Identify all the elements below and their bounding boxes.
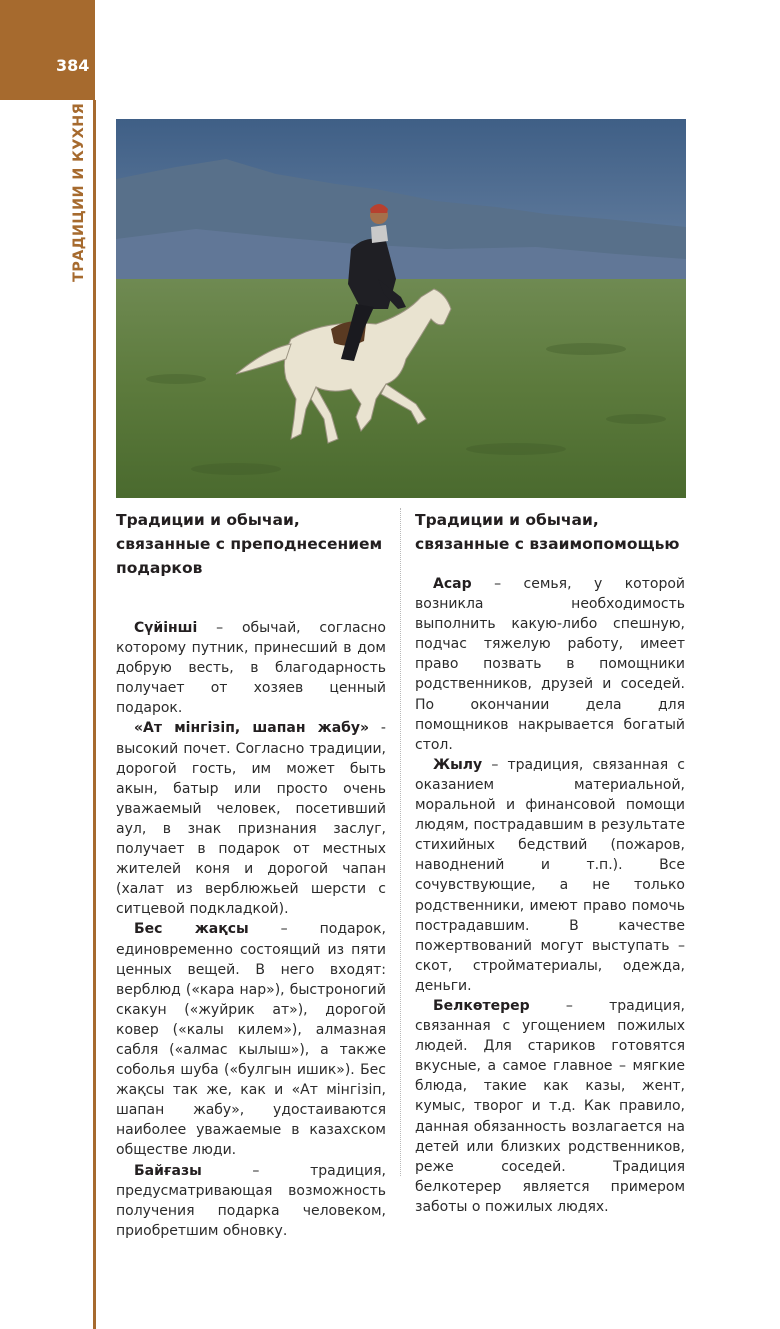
horse-rider-photo bbox=[116, 119, 686, 498]
paragraph-text: – семья, у которой возникла необходимость выполнить какую-либо спешную, подчас тяжелую работу, имеет право позвать в помощники родственников, друзей и соседей. По окончании дела для помощников накрывается богатый стол. bbox=[415, 576, 685, 753]
column-divider bbox=[400, 508, 401, 1176]
paragraph-text: – традиция, связанная с угощением пожилых людей. Для стариков готовятся вкусные, а самое главное – мягкие блюда, такие как казы, жент, кумыс, творог и т.д. Как правило, данная обязанность возлагается на детей или близких родственников, реже соседей. Традиция белкотерер является примером заботы о пожилых людях. bbox=[415, 997, 685, 1215]
right-column bbox=[415, 508, 685, 1217]
paragraph bbox=[116, 1161, 386, 1241]
paragraph bbox=[415, 755, 685, 996]
term: Асар bbox=[433, 576, 472, 592]
paragraph-text: – подарок, единовременно состоящий из пяти ценных вещей. В него входят: верблюд («кара нар»), быстроногий скакун («жуйрик ат»), дорогой ковер («калы килем»), алмазная сабля («алмас кылыш»), а также соболья шуба («булгын ишик»). Бес жақсы так же, как и «Ат мінгізіп, шапан жабу», удостаиваются наиболее уважаемые в казахском обществе люди. bbox=[116, 921, 386, 1159]
left-column bbox=[116, 508, 386, 1241]
section-label: ТРАДИЦИИ И КУХНЯ bbox=[71, 102, 87, 282]
right-column-title: Традиции и обычаи, связанные с взаимопомощью bbox=[415, 511, 680, 553]
paragraph bbox=[116, 618, 386, 718]
term: Сүйінші bbox=[134, 620, 198, 636]
paragraph bbox=[116, 718, 386, 919]
left-column-body bbox=[116, 618, 386, 1241]
right-column-body bbox=[415, 574, 685, 1217]
term: Жылу bbox=[433, 756, 483, 773]
side-rule bbox=[93, 100, 96, 1329]
term: Байғазы bbox=[134, 1162, 202, 1179]
paragraph bbox=[415, 996, 685, 1217]
paragraph-text: – традиция, связанная с оказанием материальной, моральной и финансовой помощи людям, пострадавшим в результате стихийных бедствий (пожаров, наводнений и т.п.). Все сочувствующие, а не только родственники, имеют право помочь пострадавшим. В качестве пожертвований могут выступать – скот, стройматериалы, одежда, деньги. bbox=[415, 756, 685, 994]
paragraph-text: - высокий почет. Согласно традиции, дорогой гость, им может быть акын, батыр или просто очень уважаемый человек, посетивший аул, в знак признания заслуг, получает в подарок от местных жителей коня и дорогой чапан (халат из верблюжьей шерсти с ситцевой подкладкой). bbox=[116, 720, 386, 918]
paragraph-text: – традиция, предусматривающая возможность получения подарка человеком, приобретшим обновку. bbox=[116, 1162, 386, 1239]
paragraph bbox=[116, 919, 386, 1160]
page-number: 384 bbox=[56, 56, 90, 75]
term: Бес жақсы bbox=[134, 921, 249, 938]
page-number-tab bbox=[0, 0, 95, 100]
term: «Ат мінгізіп, шапан жабу» bbox=[134, 720, 370, 737]
term: Белкөтерер bbox=[433, 997, 530, 1014]
left-column-title: Традиции и обычаи, связанные с преподнесением подарков bbox=[116, 511, 383, 577]
paragraph-text: – обычай, согласно которому путник, принесший в дом добрую весть, в благодарность получает от хозяев ценный подарок. bbox=[116, 620, 386, 717]
paragraph bbox=[415, 574, 685, 755]
